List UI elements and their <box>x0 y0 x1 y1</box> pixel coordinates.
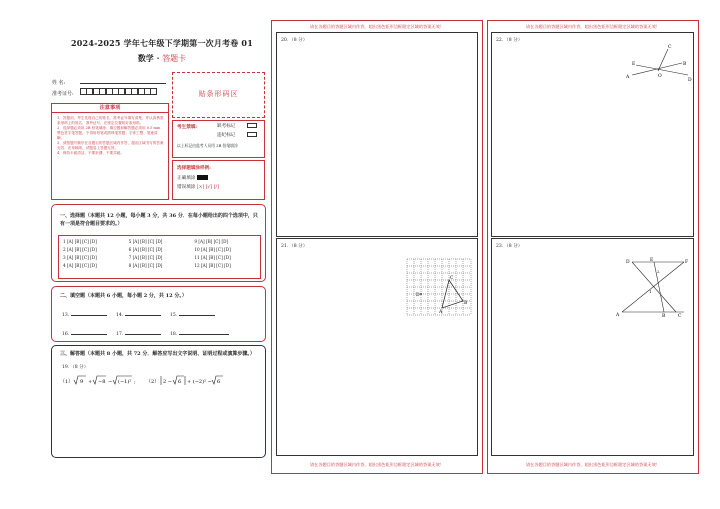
q19-label: 19．（8 分） <box>62 365 89 370</box>
warning-top-right: 请在各题目的答题区域内作答，超出黑色矩形边框限定区域的答案无效！ <box>525 24 660 29</box>
svg-text:−8: −8 <box>98 379 106 385</box>
notice-item: 1．答题前，考生先将自己的姓名，准考证号填写清楚，并认真核准条形码上的姓名、准考证号，在规定位置贴好条形码。 <box>57 116 164 125</box>
svg-text:6: 6 <box>217 379 221 385</box>
notice-item: 2．选择题必须用 2B 铅笔填涂；填空题和解答题必须用 0.5 mm 黑色签字笔答题，不得用铅笔或圆珠笔答题；字体工整、笔迹清晰。 <box>57 126 161 140</box>
mcq-item[interactable]: 4 [A] [B] [C] [D] <box>63 263 97 268</box>
mcq-item[interactable]: 5 [A] [B] [C] [D] <box>128 239 163 244</box>
section2-heading: 二、填空题（本题共 6 小题，每小题 2 分，共 12 分。） <box>60 293 187 299</box>
q22-answer-area[interactable] <box>491 32 694 237</box>
wrong-fill-samples: [×] [√] [/] <box>196 185 219 190</box>
mcq-item[interactable]: 1 [A] [B] [C] [D] <box>63 239 97 244</box>
fill-example-label: 选择题填涂样例: <box>177 166 211 171</box>
barcode-area <box>172 72 265 118</box>
section3-panel <box>51 345 266 458</box>
svg-text:;: ; <box>134 379 136 385</box>
q21-label-c: C <box>450 276 454 281</box>
svg-text:(−1)²: (−1)² <box>118 379 132 385</box>
blank-label: 17. <box>116 332 124 337</box>
wrong-fill-label: 错误填涂 <box>177 185 196 190</box>
exam-marks-box <box>172 120 265 158</box>
exam-subtitle <box>62 53 262 64</box>
svg-text:2 −: 2 − <box>163 379 172 385</box>
q22-label-c: C <box>668 45 672 50</box>
warning-bottom-middle: 请在各题目的答题区域内作答，超出黑色矩形边框限定区域的答案无效！ <box>309 462 444 467</box>
q19-part2-label: （2） <box>146 379 160 385</box>
svg-text:−: − <box>108 379 113 385</box>
correct-fill-label: 正确填涂 <box>177 176 196 181</box>
q23-label-b: B <box>662 314 666 319</box>
blank-line[interactable] <box>179 311 215 316</box>
svg-text:+ (−2)² −: + (−2)² − <box>187 379 212 385</box>
q23-label-e: E <box>650 258 654 263</box>
notice-list <box>57 116 164 156</box>
q22-label-a: A <box>626 75 630 80</box>
exam-marks-label: 考生禁填: <box>177 125 198 130</box>
correct-fill-sample <box>197 175 208 180</box>
q19-part1 <box>60 373 140 392</box>
notice-box <box>51 103 169 200</box>
q23-figure <box>616 253 694 319</box>
q22-label: 22．（8 分） <box>496 38 523 43</box>
mcq-item[interactable]: 8 [A] [B] [C] [D] <box>128 263 163 268</box>
q21-label: 21．（8 分） <box>281 244 308 249</box>
svg-text:+: + <box>88 379 93 385</box>
q23-angle-1: 1 <box>649 289 652 294</box>
blank-line[interactable] <box>71 311 107 316</box>
fill-example-box <box>172 160 265 200</box>
blank-line[interactable] <box>71 330 107 335</box>
q23-answer-area[interactable] <box>491 238 694 456</box>
warning-top-middle: 请在各题目的答题区域内作答，超出黑色矩形边框限定区域的答案无效！ <box>309 24 444 29</box>
blank-line[interactable] <box>125 311 161 316</box>
subject-label: 数学 · <box>137 53 160 63</box>
section3-heading: 三、解答题（本题共 8 小题，共 72 分．解答应写出文字说明、证明过程或演算步骤。） <box>60 351 255 357</box>
q22-label-o: O <box>658 74 662 79</box>
q21-label-d: D <box>416 293 420 298</box>
q19-part1-label: （1） <box>60 379 74 385</box>
q19-part2-expression <box>146 374 226 388</box>
violation-label: 违纪标记 <box>217 133 236 138</box>
q23-label: 23．（8 分） <box>496 244 523 249</box>
mcq-item[interactable]: 11 [A] [B] [C] [D] <box>194 255 231 260</box>
exam-id-boxes[interactable] <box>80 88 157 95</box>
section1-panel <box>51 204 266 282</box>
q22-label-b: B <box>683 62 687 67</box>
marks-note: 以上标记由监考人员用 2B 铅笔填涂 <box>177 143 238 148</box>
blank-label: 13. <box>62 313 70 318</box>
mcq-row <box>59 246 260 254</box>
exam-id-label: 准考证号: <box>52 91 74 97</box>
mcq-row <box>59 254 260 262</box>
mcq-item[interactable]: 12 [A] [B] [C] [D] <box>194 263 231 268</box>
q20-answer-area[interactable] <box>276 32 478 237</box>
mcq-item[interactable]: 7 [A] [B] [C] [D] <box>128 255 163 260</box>
blank-label: 14. <box>116 313 124 318</box>
exam-title: 2024-2025 学年七年级下学期第一次月考卷 01 <box>71 38 253 48</box>
q19-part1-expression <box>60 374 140 388</box>
blank-label: 16. <box>62 332 70 337</box>
q21-label-a: A <box>439 310 443 315</box>
answer-sheet-label: 答题卡 <box>162 54 187 63</box>
q23-label-d: D <box>626 260 630 265</box>
blank-line[interactable] <box>125 330 161 335</box>
section2-panel <box>51 286 266 342</box>
q23-angle-2: 2 <box>657 269 660 274</box>
barcode-label: 贴条形码区 <box>198 90 239 98</box>
q21-answer-area[interactable] <box>276 238 478 456</box>
name-label: 姓 名: <box>52 80 66 86</box>
q23-label-c: C <box>678 314 682 319</box>
svg-text:6: 6 <box>178 379 182 385</box>
notice-title: 注意事项 <box>52 104 168 113</box>
q22-label-d: D <box>688 78 692 83</box>
q22-label-e: E <box>632 62 636 67</box>
mcq-item[interactable]: 6 [A] [B] [C] [D] <box>128 247 163 252</box>
missing-checkbox[interactable] <box>247 123 257 128</box>
q20-label: 20．（8 分） <box>281 38 308 43</box>
notice-item: 3．请按题号顺序在各题目的答题区域内作答，超出区域书写的答案无效；在草稿纸、试题卷上答题无效。 <box>57 141 164 150</box>
mcq-item[interactable]: 10 [A] [B] [C] [D] <box>194 247 231 252</box>
q23-label-f: F <box>685 260 689 265</box>
mcq-item[interactable]: 3 [A] [B] [C] [D] <box>63 255 97 260</box>
q21-label-b: B <box>464 301 468 306</box>
section1-heading: 一、选择题（本题共 12 小题，每小题 3 分，共 36 分．在每小题给出的四个选项中，只有一项是符合题目要求的。） <box>60 213 258 227</box>
q22-figure <box>624 41 694 83</box>
violation-checkbox[interactable] <box>247 132 257 137</box>
blank-label: 18. <box>170 332 178 337</box>
q21-grid-figure <box>405 257 475 319</box>
name-field[interactable] <box>80 78 166 84</box>
q23-label-a: A <box>616 313 620 318</box>
mcq-item[interactable]: 9 [A] [B] [C] [D] <box>194 239 229 244</box>
missing-label: 缺考标记 <box>217 124 236 129</box>
mcq-item[interactable]: 2 [A] [B] [C] [D] <box>63 247 97 252</box>
mcq-row <box>59 236 260 246</box>
svg-text:9: 9 <box>80 379 84 385</box>
blank-line[interactable] <box>179 330 229 335</box>
mcq-grid <box>58 235 261 279</box>
blank-label: 15. <box>170 313 178 318</box>
q19-part2 <box>146 373 226 392</box>
warning-bottom-right: 请在各题目的答题区域内作答，超出黑色矩形边框限定区域的答案无效！ <box>525 462 660 467</box>
notice-item: 4．保持卡面清洁，不要折叠、不要弄破。 <box>57 151 124 155</box>
mcq-row <box>59 262 260 270</box>
